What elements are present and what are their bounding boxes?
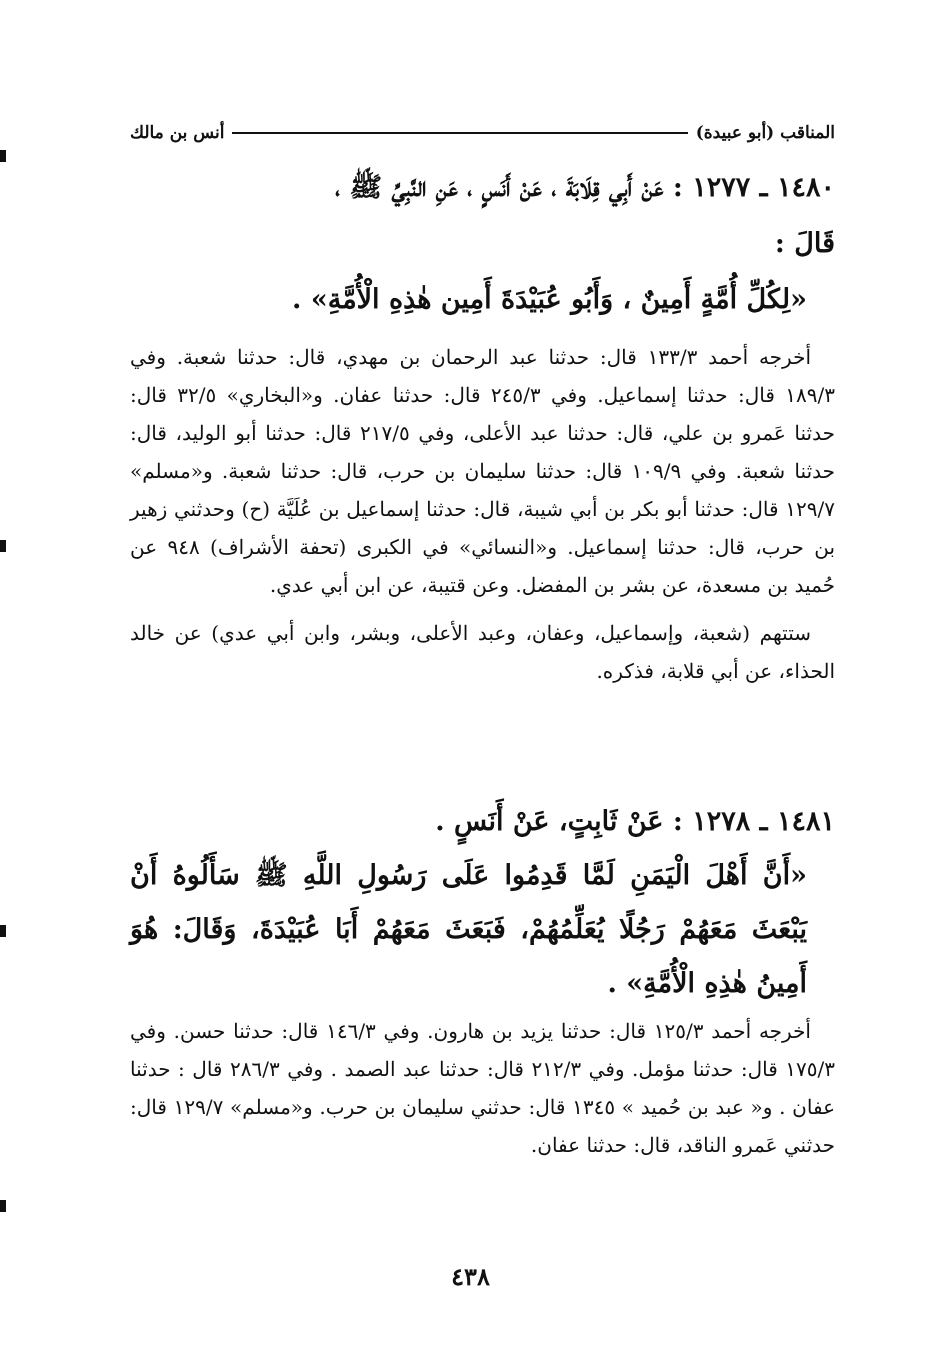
takhrij-1481 — [130, 1012, 835, 1164]
header-section-title: أنس بن مالك — [130, 123, 225, 143]
hadith-1481 — [130, 795, 835, 1011]
header-chapter-title: المناقب (أبو عبيدة) — [695, 123, 835, 143]
scan-edge-mark — [0, 150, 6, 162]
page-number: ٤٣٨ — [451, 1262, 490, 1291]
running-header — [130, 118, 835, 148]
hadith-1480-qala: قَالَ : — [774, 228, 835, 259]
hadith-1481-isnad: ١٤٨١ ـ ١٢٧٨ : عَنْ ثَابِتٍ، عَنْ أَنَسٍ . — [435, 806, 835, 837]
hadith-1480 — [130, 160, 835, 328]
hadith-1481-matn: «أَنَّ أَهْلَ الْيَمَنِ لَمَّا قَدِمُوا عَلَى رَسُولِ اللَّهِ ﷺ سَأَلُوهُ أَنْ يَبْعَثَ مَعَهُمْ رَجُلًا يُعَلِّمُهُمْ، فَبَعَثَ مَعَهُمْ أَبَا عُبَيْدَةَ، وَقَالَ: هُوَ أَمِينُ هٰذِهِ الْأُمَّةِ» . — [130, 860, 807, 999]
takhrij-1481-para1: أخرجه أحمد ١٢٥/٣ قال: حدثنا يزيد بن هارون. وفي ١٤٦/٣ قال: حدثنا حسن. وفي ١٧٥/٣ قال: حدثنا مؤمل. وفي ٢١٢/٣ قال: حدثنا عبد الصمد . وفي ٢٨٦/٣ قال : حدثنا عفان . و« عبد بن حُميد » ١٣٤٥ قال: حدثني سليمان بن حرب. و«مسلم» ١٢٩/٧ قال: حدثني عَمرو الناقد، قال: حدثنا عفان. — [130, 1019, 836, 1157]
scan-edge-mark — [0, 925, 6, 937]
hadith-1480-matn: «لِكُلِّ أُمَّةٍ أَمِينٌ ، وَأَبُو عُبَيْدَةَ أَمِين هٰذِهِ الْأُمَّةِ» . — [292, 284, 807, 315]
scan-edge-mark — [0, 1200, 6, 1212]
header-rule — [232, 132, 687, 134]
takhrij-1480-para2: ستتهم (شعبة، وإسماعيل، وعفان، وعبد الأعلى، وبشر، وابن أبي عدي) عن خالد الحذاء، عن أبي قلابة، فذكره. — [130, 621, 835, 683]
takhrij-1480-para1: أخرجه أحمد ١٣٣/٣ قال: حدثنا عبد الرحمان بن مهدي، قال: حدثنا شعبة. وفي ١٨٩/٣ قال: حدثنا إسماعيل. وفي ٢٤٥/٣ قال: حدثنا عفان. و«البخاري» ٣٢/٥ قال: حدثنا عَمرو بن علي، قال: حدثنا عبد الأعلى، وفي ٢١٧/٥ قال: حدثنا أبو الوليد، قال: حدثنا شعبة. وفي ١٠٩/٩ قال: حدثنا سليمان بن حرب، قال: حدثنا شعبة. و«مسلم» ١٢٩/٧ قال: حدثنا أبو بكر بن أبي شيبة، قال: حدثنا إسماعيل بن عُلَيَّة (ح) وحدثني زهير بن حرب، قال: حدثنا إسماعيل. و«النسائي» في الكبرى (تحفة الأشراف) ٩٤٨ عن حُميد بن مسعدة، عن بشر بن المفضل. وعن قتيبة، عن ابن أبي عدي. — [130, 345, 836, 597]
takhrij-1480 — [130, 338, 835, 690]
scan-edge-mark — [0, 540, 6, 552]
hadith-1480-isnad: ١٤٨٠ ـ ١٢٧٧ : عَنْ أَبِي قِلَابَةَ ، عَنْ أَنَسٍ ، عَنِ النَّبِيِّ ﷺ ، — [334, 172, 835, 203]
